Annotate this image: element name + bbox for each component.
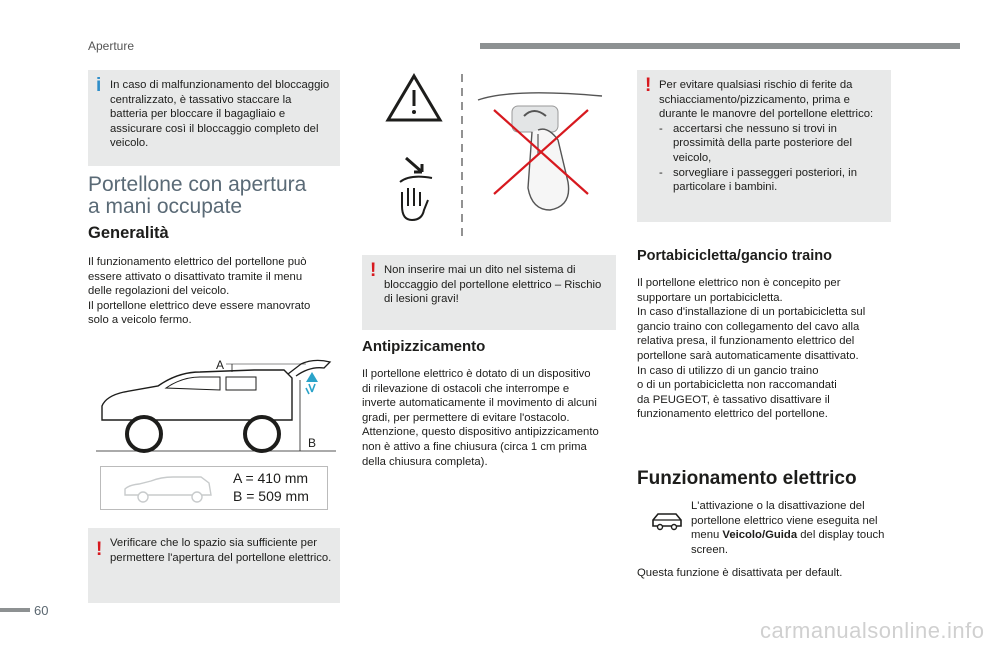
list-item: - accertarsi che nessuno si trovi in prossimità della parte posteriore del veicolo, xyxy=(659,122,852,164)
text-line: gancio traino con collegamento del cavo alla xyxy=(637,320,860,333)
text-line: In caso di utilizzo di un gancio traino xyxy=(637,364,819,377)
page-number: 60 xyxy=(34,603,49,618)
warning-icon: ! xyxy=(645,75,652,96)
text-line: delle regolazioni del veicolo. xyxy=(88,285,230,298)
text-line: In caso d'installazione di un portabicicletta sul xyxy=(637,306,866,319)
text-line: di rilevazione di ostacoli che interrompe e xyxy=(362,382,570,395)
finger-warning-text: Non inserire mai un dito nel sistema di bloccaggio del portellone elettrico – Rischio di lesioni gravi! xyxy=(384,264,602,306)
antipizzicamento-paragraph xyxy=(362,367,624,469)
crush-warning-content xyxy=(659,78,883,195)
text-line: da PEUGEOT, è tassativo disattivare il xyxy=(637,393,830,406)
info-note xyxy=(88,70,340,166)
info-note-text: In caso di malfunzionamento del bloccaggio centralizzato, è tassativo staccare la batteria per bloccare il bagagliaio e assicurare così il bloccaggio completo del veicolo. xyxy=(110,79,330,150)
text-line: non è attivo a fine chiusura (circa 1 cm prima xyxy=(362,440,587,453)
list-item-text: accertarsi che nessuno si trovi in prossimità della parte posteriore del veicolo, xyxy=(673,122,852,164)
watermark: carmanualsonline.info xyxy=(760,618,985,643)
text-line: solo a veicolo fermo. xyxy=(88,314,192,327)
portabicicletta-paragraph xyxy=(637,276,899,422)
list-item: - sorvegliare i passeggeri posteriori, in particolare i bambini. xyxy=(659,166,857,194)
warning-icon: ! xyxy=(96,539,103,560)
func-text-part: L'attivazione o la disattivazione del portellone elettrico viene eseguita nel menu xyxy=(691,500,878,542)
dimension-b-value: B = 509 mm xyxy=(233,488,309,504)
label-b: B xyxy=(308,436,317,450)
antipizzicamento-heading: Antipizzicamento xyxy=(362,338,486,355)
text-line: portellone sarà automaticamente disattivato. xyxy=(637,349,859,362)
page-title-line2: a mani occupate xyxy=(88,195,243,218)
text-line: o di un portabicicletta non raccomandati xyxy=(637,379,837,392)
pinch-warning-illustration xyxy=(362,70,616,238)
text-line: Il portellone elettrico non è concepito per xyxy=(637,277,841,289)
funzionamento-heading: Funzionamento elettrico xyxy=(637,468,857,489)
text-line: Attenzione, questo dispositivo antipizzicamento xyxy=(362,426,599,439)
label-a: A xyxy=(216,358,225,372)
page-title xyxy=(88,174,306,218)
text-line: funzionamento elettrico del portellone. xyxy=(637,408,828,421)
portabicicletta-heading: Portabicicletta/gancio traino xyxy=(637,248,832,264)
text-line: inverte automaticamente il movimento di alcuni xyxy=(362,397,597,410)
text-line: Il funzionamento elettrico del portellone può xyxy=(88,256,307,268)
func-text-part: del display touch screen. xyxy=(691,529,885,556)
clearance-warning-text: Verificare che lo spazio sia sufficiente per permettere l'apertura del portellone elettrico. xyxy=(110,537,332,564)
text-line: relativa presa, il funzionamento elettrico del xyxy=(637,335,855,348)
car-icon xyxy=(650,510,684,532)
text-line: della chiusura completa). xyxy=(362,455,488,468)
text-line: supportare un portabicicletta. xyxy=(637,291,783,304)
header-rule xyxy=(480,43,960,49)
clearance-warning xyxy=(88,528,340,603)
menu-path: Veicolo/Guida xyxy=(722,529,798,542)
text-line: gradi, per permettere di evitare l'ostacolo. xyxy=(362,411,570,424)
crush-warning-list xyxy=(659,122,883,195)
info-icon: i xyxy=(96,75,102,96)
section-title: Aperture xyxy=(88,39,135,53)
text-line: Il portellone elettrico deve essere manovrato xyxy=(88,299,311,312)
tailgate-clearance-diagram xyxy=(96,350,336,458)
list-item-text: sorvegliare i passeggeri posteriori, in particolare i bambini. xyxy=(673,166,857,194)
warning-icon: ! xyxy=(370,260,377,281)
crush-warning-intro: Per evitare qualsiasi rischio di ferite da schiacciamento/pizzicamento, prima e durante le manovre del portellone elettrico: xyxy=(659,79,874,121)
footer-rule xyxy=(0,608,30,612)
page-title-line1: Portellone con apertura xyxy=(88,173,307,196)
dimension-box xyxy=(100,466,328,510)
dimension-a-value: A = 410 mm xyxy=(233,470,309,486)
car-outline-icon xyxy=(123,475,217,505)
generalita-paragraph xyxy=(88,255,348,328)
text-line: Il portellone elettrico è dotato di un dispositivo xyxy=(362,368,591,380)
crush-warning xyxy=(637,70,891,222)
funzionamento-text xyxy=(691,499,891,557)
finger-warning xyxy=(362,255,616,330)
text-line: essere attivato o disattivato tramite il menu xyxy=(88,270,303,283)
default-note: Questa funzione è disattivata per default. xyxy=(637,567,843,579)
generalita-heading: Generalità xyxy=(88,224,169,242)
